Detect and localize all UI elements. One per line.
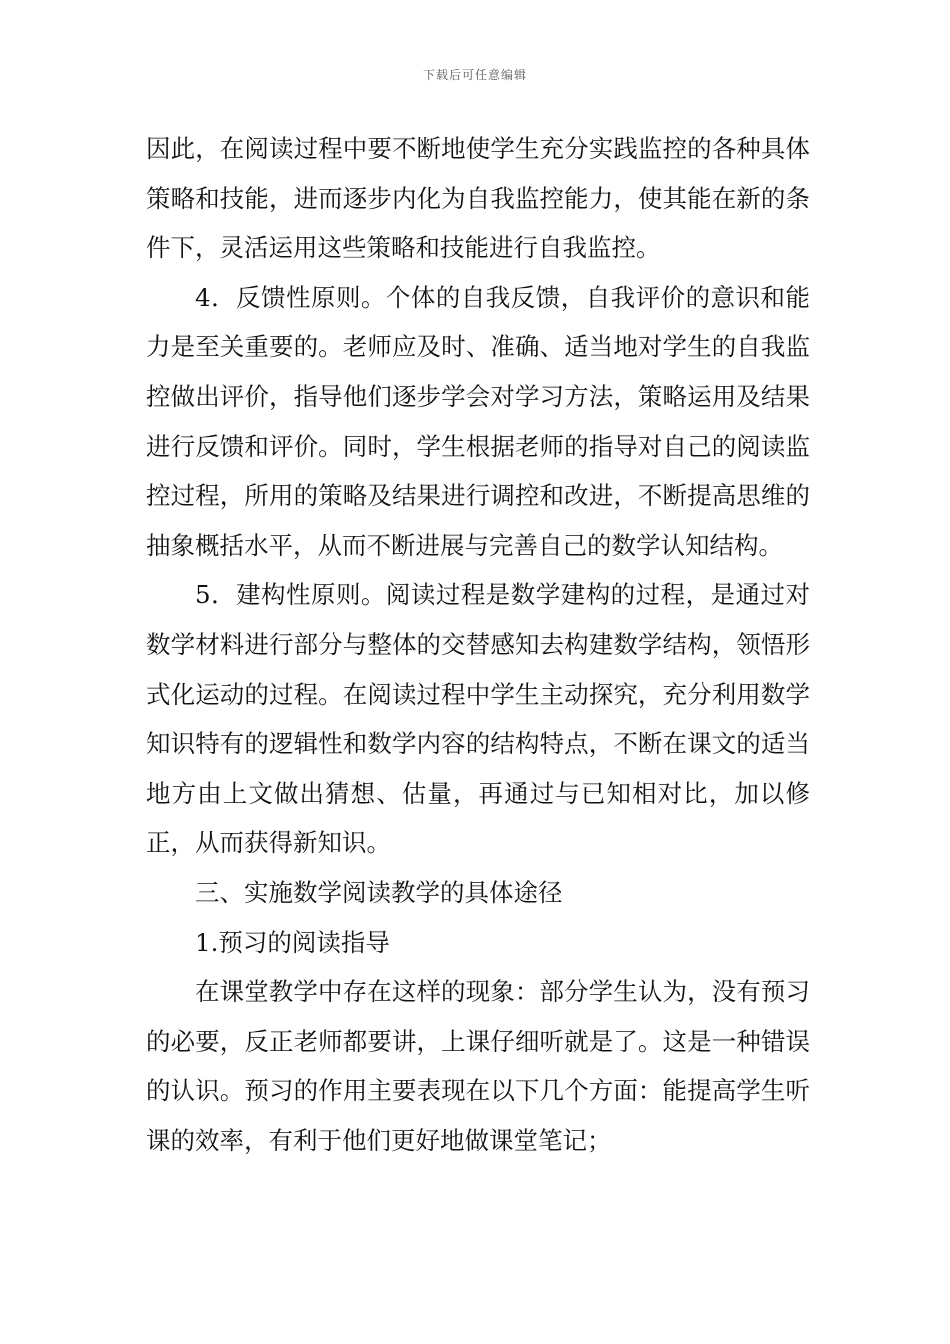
header-note: 下载后可任意编辑 bbox=[422, 68, 527, 82]
subsection-heading: 1.预习的阅读指导 bbox=[195, 927, 390, 957]
document-body bbox=[146, 124, 810, 1165]
section-heading: 三、实施数学阅读教学的具体途径 bbox=[195, 877, 563, 907]
paragraph-feedback-principle: 4．反馈性原则。个体的自我反馈，自我评价的意识和能力是至关重要的。老师应及时、准确、适当地对学生的自我监控做出评价，指导他们逐步学会对学习方法，策略运用及结果进行反馈和评价。同时，学生根据老师的指导对自己的阅读监控过程，所用的策略及结果进行调控和改进，不断提高思维的抽象概括水平，从而不断进展与完善自己的数学认知结构。 bbox=[146, 282, 810, 560]
paragraph-preview-guidance: 在课堂教学中存在这样的现象：部分学生认为，没有预习的必要，反正老师都要讲，上课仔细听就是了。这是一种错误的认识。预习的作用主要表现在以下几个方面：能提高学生听课的效率，有利于他们更好地做课堂笔记； bbox=[146, 977, 810, 1155]
paragraph-continuation: 因此，在阅读过程中要不断地使学生充分实践监控的各种具体策略和技能，进而逐步内化为自我监控能力，使其能在新的条件下，灵活运用这些策略和技能进行自我监控。 bbox=[146, 134, 810, 263]
paragraph-constructive-principle: 5．建构性原则。阅读过程是数学建构的过程，是通过对数学材料进行部分与整体的交替感知去构建数学结构，领悟形式化运动的过程。在阅读过程中学生主动探究，充分利用数学知识特有的逻辑性和数学内容的结构特点，不断在课文的适当地方由上文做出猜想、估量，再通过与已知相对比，加以修正，从而获得新知识。 bbox=[146, 580, 810, 858]
